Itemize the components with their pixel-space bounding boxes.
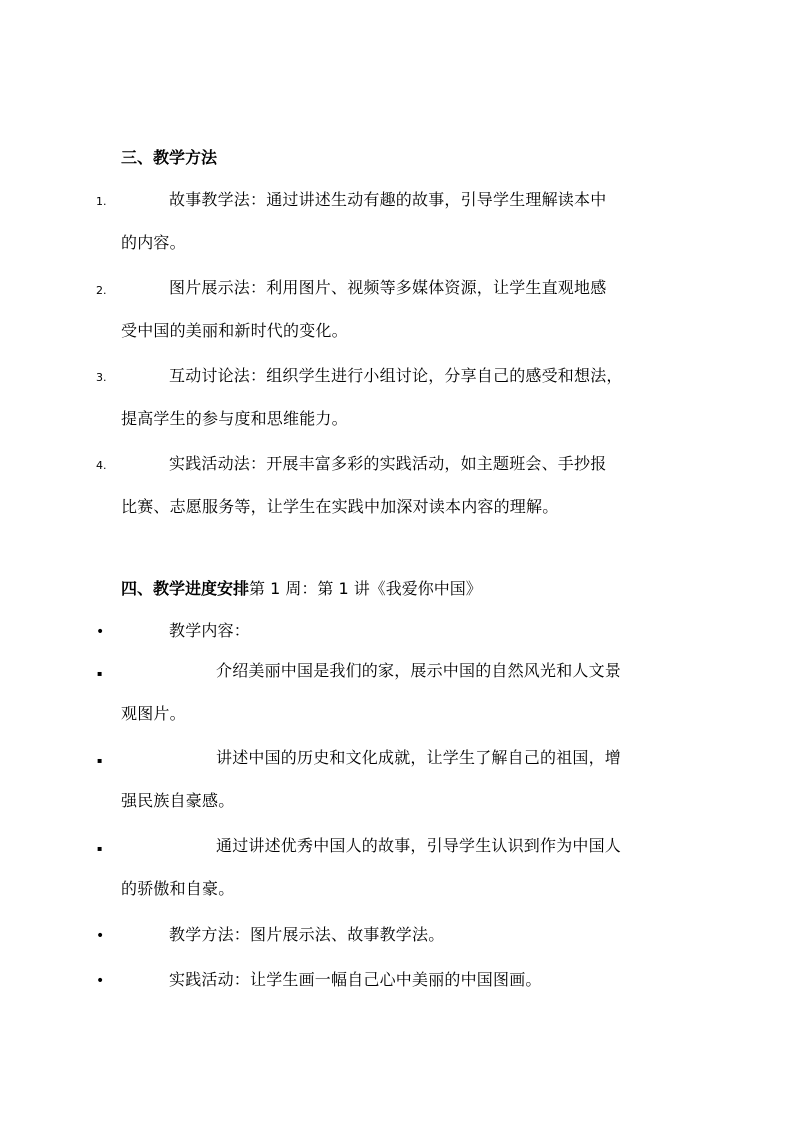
content-1-line-2: 观图片。	[121, 704, 186, 723]
list-number-3: 3.	[96, 371, 107, 384]
list-number-1: 1.	[96, 195, 107, 208]
practice-activity-line: 实践活动：让学生画一幅自己心中美丽的中国图画。	[169, 970, 542, 989]
method-2-line-2: 受中国的美丽和新时代的变化。	[121, 321, 348, 340]
section-3-heading: 三、教学方法	[121, 148, 218, 167]
section-4-heading	[121, 578, 482, 600]
method-2-line-1: 图片展示法：利用图片、视频等多媒体资源，让学生直观地感	[169, 278, 607, 297]
method-3-line-2: 提高学生的参与度和思维能力。	[121, 409, 348, 428]
method-1-line-1: 故事教学法：通过讲述生动有趣的故事，引导学生理解读本中	[169, 190, 607, 209]
square-marker: ▪	[97, 756, 103, 765]
list-number-4: 4.	[96, 459, 107, 472]
bullet-marker: •	[96, 973, 105, 989]
method-4-line-1: 实践活动法：开展丰富多彩的实践活动，如主题班会、手抄报	[169, 454, 607, 473]
content-2-line-1: 讲述中国的历史和文化成就，让学生了解自己的祖国，增	[216, 748, 622, 767]
content-1-line-1: 介绍美丽中国是我们的家，展示中国的自然风光和人文景	[216, 661, 622, 680]
content-label: 教学内容：	[169, 621, 251, 640]
method-3-line-1: 互动讨论法：组织学生进行小组讨论，分享自己的感受和想法，	[169, 366, 623, 385]
square-marker: ▪	[97, 844, 103, 853]
list-number-2: 2.	[96, 284, 107, 297]
teaching-method-line: 教学方法：图片展示法、故事教学法。	[169, 925, 445, 944]
section-4-title: 四、教学进度安排	[121, 579, 250, 598]
method-4-line-2: 比赛、志愿服务等，让学生在实践中加深对读本内容的理解。	[121, 497, 559, 516]
square-marker: ▪	[97, 669, 103, 678]
method-1-line-2: 的内容。	[121, 233, 186, 252]
bullet-marker: •	[96, 624, 105, 640]
content-3-line-2: 的骄傲和自豪。	[121, 879, 235, 898]
section-4-week-title: 第 1 周：第 1 讲《我爱你中国》	[249, 579, 482, 598]
content-2-line-2: 强民族自豪感。	[121, 791, 235, 810]
bullet-marker: •	[96, 928, 105, 944]
content-3-line-1: 通过讲述优秀中国人的故事，引导学生认识到作为中国人	[216, 836, 622, 855]
